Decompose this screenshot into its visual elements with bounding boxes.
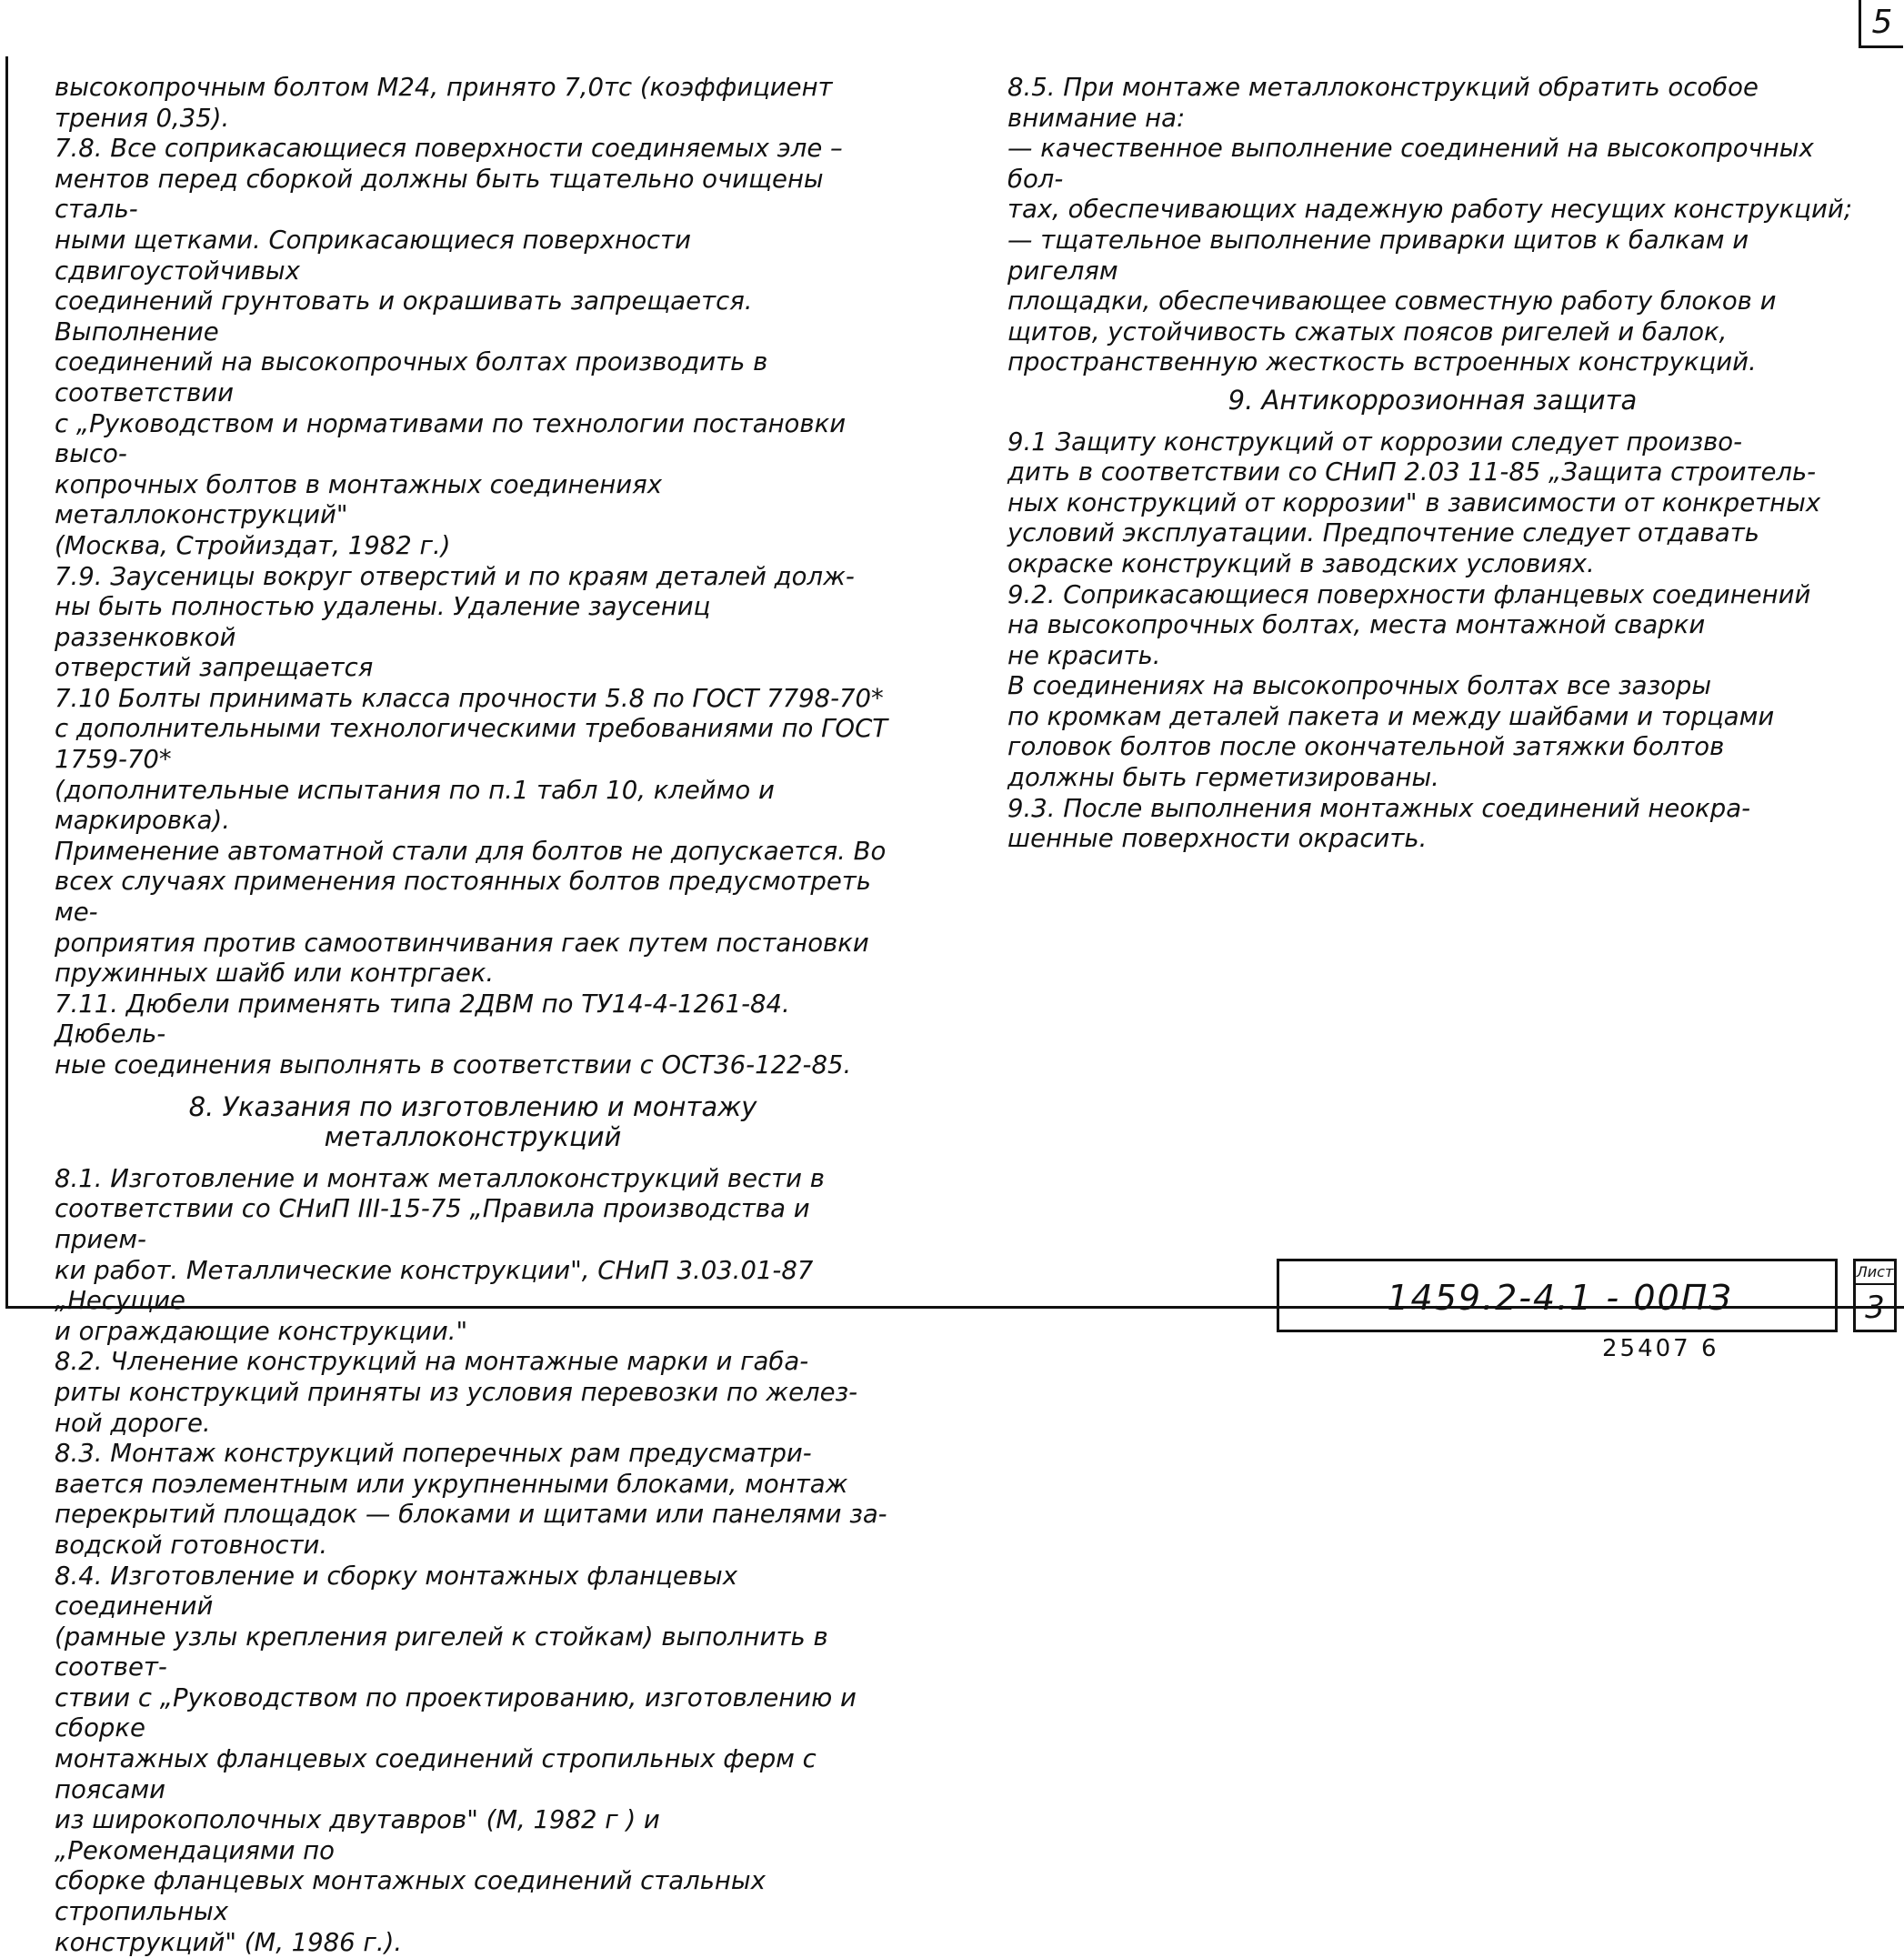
paragraph-9-3: 9.3. После выполнения монтажных соединений неокра- шенные поверхности окрасить. [1007,794,1858,855]
sheet-label: Лист [1856,1261,1894,1285]
list-item: — тщательное выполнение приварки щитов к балкам и ригелям площадки, обеспечивающее совместную работу блоков и щитов, устойчивость сжатых поясов ригелей и балок, пространственную жесткость встроенных конструкций. [1007,226,1858,378]
paragraph-8-4: 8.4. Изготовление и сборку монтажных фланцевых соединений (рамные узлы крепления ригелей к стойкам) выполнить в соответ- ствии с „Руководством по проектированию, изготовлению и сборке монтажных фланцевых соединений стропильных ферм с поясами из широкополочных двутавров" (М, 1982 г ) и „Рекомендациями по сборке фланцевых монтажных соединений стальных стропильных конструкций" (М, 1986 г.). [55,1561,891,1958]
paragraph-9-1: 9.1 Защиту конструкций от коррозии следует произво- дить в соответствии со СНиП 2.03 11-85 „Защита строитель- ных конструкций от коррозии" в зависимости от конкретных условий эксплуатации. Предпочтение следует отдавать окраске конструкций в заводских условиях. [1007,427,1858,580]
left-column [55,73,891,1958]
document-code: 1459.2-4.1 - 00ПЗ [1279,1261,1840,1335]
paragraph-8-1: 8.1. Изготовление и монтаж металлоконструкций вести в соответствии со СНиП III-15-75 „Правила производства и прием- ки работ. Металлические конструкции", СНиП 3.03.01-87 „Несущие и ограждающие конструкции." [55,1164,891,1348]
paragraph-7-8: 7.8. Все соприкасающиеся поверхности соединяемых эле – ментов перед сборкой должны быть тщательно очищены сталь- ными щетками. Соприкасающиеся поверхности сдвигоустойчивых соединений грунтовать и окрашивать запрещается. Выполнение соединений на высокопрочных болтах производить в соответствии с „Руководством и нормативами по технологии постановки высо- копрочных болтов в монтажных соединениях металлоконструкций" (Москва, Стройиздат, 1982 г.) [55,134,891,561]
paragraph-8-5: 8.5. При монтаже металлоконструкций обратить особое внимание на: [1007,73,1858,134]
paragraph-7-11: 7.11. Дюбели применять типа 2ДВМ по ТУ14-4-1261-84. Дюбель- ные соединения выполнять в соответствии с ОСТ36-122-85. [55,989,891,1081]
archive-number: 25407 6 [1602,1333,1784,1364]
sheet-box [1853,1259,1897,1332]
list-item: — качественное выполнение соединений на высокопрочных бол- тах, обеспечивающих надежную работу несущих конструкций; [1007,134,1858,226]
page-frame-left [5,56,8,1308]
paragraph-joints: В соединениях на высокопрочных болтах все зазоры по кромкам деталей пакета и между шайбами и торцами головок болтов после окончательной затяжки болтов должны быть герметизированы. [1007,671,1858,793]
page-number: 5 [1859,0,1903,48]
paragraph-9-2: 9.2. Соприкасающиеся поверхности фланцевых соединений на высокопрочных болтах, места монтажной сварки не красить. [1007,580,1858,672]
paragraph-7-10: 7.10 Болты принимать класса прочности 5.8 по ГОСТ 7798-70* с дополнительными технологическими требованиями по ГОСТ 1759-70* (дополнительные испытания по п.1 табл 10, клеймо и маркировка). Применение автоматной стали для болтов не допускается. Во всех случаях применения постоянных болтов предусмотреть ме- роприятия против самоотвинчивания гаек путем постановки пружинных шайб или контргаек. [55,684,891,989]
sheet-number: 3 [1856,1285,1894,1330]
paragraph-8-2: 8.2. Членение конструкций на монтажные марки и габа- риты конструкций приняты из условия перевозки по желез- ной дороге. [55,1347,891,1439]
section-heading-9: 9. Антикоррозионная защита [1007,386,1858,417]
right-column [1007,73,1858,855]
title-block [1277,1259,1838,1332]
section-heading-8: 8. Указания по изготовлению и монтажу металлоконструкций [55,1092,891,1153]
paragraph-8-3: 8.3. Монтаж конструкций поперечных рам предусматри- вается поэлементным или укрупненными блоками, монтаж перекрытий площадок — блоками и щитами или панелями за- водской готовности. [55,1439,891,1561]
paragraph-7-9: 7.9. Заусеницы вокруг отверстий и по краям деталей долж- ны быть полностью удалены. Удаление заусениц раззенковкой отверстий запрещается [55,562,891,684]
paragraph: высокопрочным болтом М24, принято 7,0тс (коэффициент трения 0,35). [55,73,891,134]
